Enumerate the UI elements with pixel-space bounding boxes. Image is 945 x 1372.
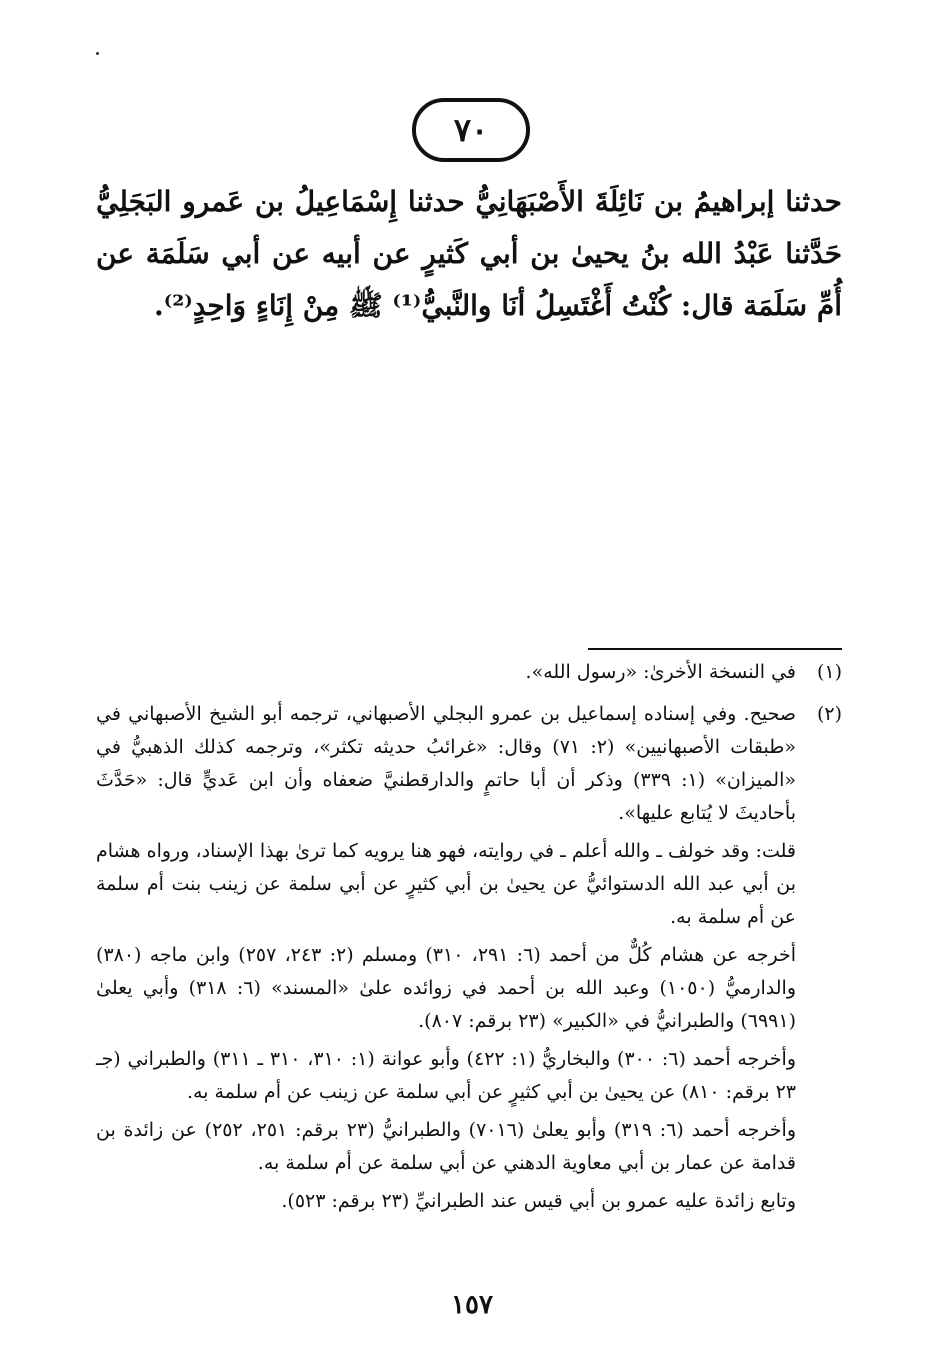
hadith-number-badge bbox=[412, 98, 530, 162]
footnote-1 bbox=[96, 656, 842, 694]
footnote-body bbox=[96, 656, 796, 694]
footnote-2 bbox=[96, 698, 842, 1223]
footnote-separator bbox=[588, 648, 842, 650]
footnote-number: (٢) bbox=[816, 703, 842, 725]
footnote-paragraph: في النسخة الأخرىٰ: «رسول الله». bbox=[525, 661, 796, 683]
footnote-paragraph: أخرجه عن هشام كُلٌّ من أحمد (٦: ٢٩١، ٣١٠) ومسلم (٢: ٢٤٣، ٢٥٧) وابن ماجه (٣٨٠) والدارميُّ (١٠٥٠) وعبد الله بن أحمد في زوائده علىٰ «المسند» (٦: ٣١٨) وأبي يعلىٰ (٦٩٩١) والطبرانيُّ في «الكبير» (٢٣ برقم: ٨٠٧). bbox=[96, 944, 797, 1032]
footnote-body bbox=[96, 698, 796, 1223]
footnote-paragraph: وتابع زائدة عليه عمرو بن أبي قيس عند الطبرانيِّ (٢٣ برقم: ٥٢٣). bbox=[281, 1190, 796, 1212]
footnote-number: (١) bbox=[816, 661, 842, 683]
hadith-number: ٧٠ bbox=[453, 111, 489, 149]
hadith-text bbox=[96, 176, 842, 332]
footnote-paragraph: وأخرجه أحمد (٦: ٣٠٠) والبخاريُّ (١: ٤٢٢) وأبو عوانة (١: ٣١٠، ٣١٠ ـ ٣١١) والطبراني (جـ ٢٣ برقم: ٨١٠) عن يحيىٰ بن أبي كثيرٍ عن أبي سلمة عن زينب عن أم سلمة به. bbox=[96, 1048, 796, 1103]
hadith-matn: حدثنا إبراهيمُ بن نَائِلَةَ الأَصْبَهَانِيُّ حدثنا إِسْمَاعِيلُ بن عَمرو البَجَلِيُّ حَدَّثنا عَبْدُ الله بنُ يحيىٰ بن أبي كَثيرٍ عن أبيه عن أبي سَلَمَة عن أُمِّ سَلَمَة قال: كُنْتُ أَغْتَسِلُ أنَا والنَّبيُّ⁽¹⁾ ﷺ مِنْ إِنَاءٍ وَاحِدٍ⁽²⁾. bbox=[96, 185, 843, 322]
footnotes bbox=[96, 656, 842, 1227]
footnote-paragraph: صحيح. وفي إسناده إسماعيل بن عمرو البجلي الأصبهاني، ترجمه أبو الشيخ الأصبهاني في «طبقات الأصبهانيين» (٢: ٧١) وقال: «غرائبُ حديثه تكثر»، وترجمه كذلك الذهبيُّ في «الميزان» (١: ٣٣٩) وذكر أن أبا حاتمٍ والدارقطنيَّ ضعفاه وأن ابن عَديٍّ قال: «حَدَّثَ بأحاديثَ لا يُتابع عليها». bbox=[96, 703, 796, 824]
page-number: ١٥٧ bbox=[451, 1290, 493, 1320]
scan-speck bbox=[96, 52, 99, 55]
footnote-paragraph: وأخرجه أحمد (٦: ٣١٩) وأبو يعلىٰ (٧٠١٦) والطبرانيُّ (٢٣ برقم: ٢٥١، ٢٥٢) عن زائدة بن قدامة عن عمار بن أبي معاوية الدهني عن أبي سلمة عن أم سلمة به. bbox=[96, 1119, 796, 1174]
footnote-paragraph: قلت: وقد خولف ـ والله أعلم ـ في روايته، فهو هنا يرويه كما ترىٰ بهذا الإسناد، ورواه هشام بن أبي عبد الله الدستوائيُّ عن يحيىٰ بن أبي كثيرٍ عن أبي سلمة عن زينب بنت أم سلمة عن أم سلمة به. bbox=[96, 840, 796, 928]
